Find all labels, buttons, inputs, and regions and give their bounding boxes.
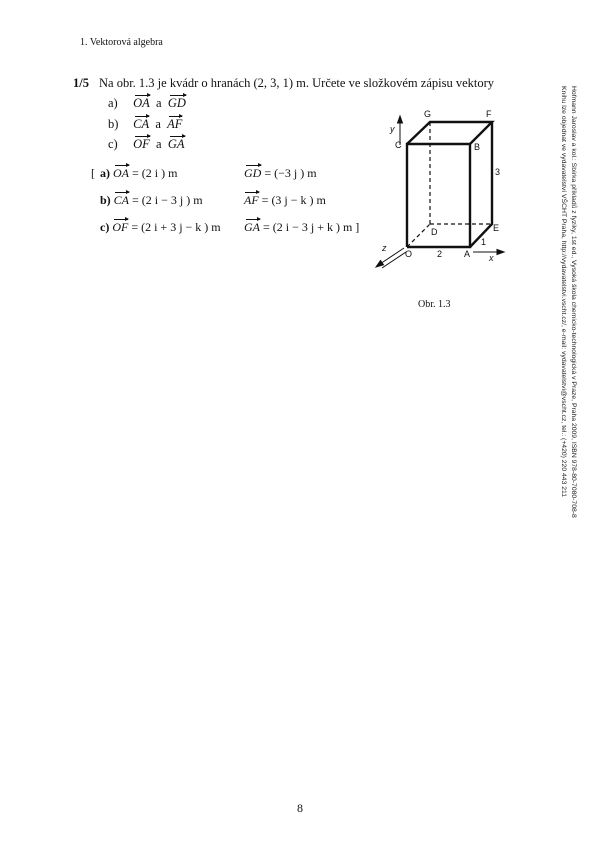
vector-name: GD bbox=[244, 166, 262, 180]
cuboid-figure bbox=[360, 102, 520, 272]
z-axis-arrow-icon bbox=[376, 261, 384, 268]
vector-name: AF bbox=[244, 193, 259, 207]
answer-row-b-right bbox=[244, 193, 326, 208]
vector-expression: = (3 j − k ) m bbox=[258, 193, 326, 207]
dimension-width-label: 2 bbox=[437, 249, 443, 259]
vector-expression: = (2 i + 3 j − k ) m bbox=[128, 220, 221, 234]
answer-row-c-right bbox=[244, 220, 359, 235]
side-note bbox=[558, 86, 578, 586]
axis-label-x: x bbox=[489, 253, 494, 263]
subquestion-a bbox=[108, 96, 186, 111]
vector-name: AF bbox=[167, 117, 183, 131]
vector-expression: = (2 i ) m bbox=[129, 166, 178, 180]
vector-expression: = (2 i − 3 j + k ) m bbox=[260, 220, 353, 234]
vertex-label-O: O bbox=[405, 249, 413, 259]
answer-label: a) bbox=[100, 166, 110, 180]
answer-open-bracket: [ bbox=[91, 166, 95, 180]
cuboid-hidden-edges bbox=[407, 122, 492, 247]
vector-name: GA bbox=[167, 137, 185, 151]
vector-name: OF bbox=[112, 220, 129, 234]
vertex-label-B: B bbox=[474, 142, 481, 152]
vector-name: CA bbox=[133, 117, 150, 131]
answer-row-c-left bbox=[100, 220, 221, 235]
page-number: 8 bbox=[297, 801, 303, 815]
answer-row-a-right bbox=[244, 166, 317, 181]
figure-caption: Obr. 1.3 bbox=[418, 299, 451, 310]
answer-close-bracket: ] bbox=[355, 220, 360, 234]
subquestion-label: c) bbox=[108, 137, 118, 151]
problem-number: 1/5 bbox=[73, 76, 89, 90]
vertex-label-A: A bbox=[464, 249, 471, 259]
vertex-label-C: C bbox=[395, 140, 402, 150]
answer-row-b-left bbox=[100, 193, 203, 208]
vertex-label-D: D bbox=[431, 227, 438, 237]
vector-expression: = (2 i − 3 j ) m bbox=[129, 193, 203, 207]
vector-name: OF bbox=[133, 137, 150, 151]
conjunction: a bbox=[156, 96, 162, 110]
vector-name: CA bbox=[113, 193, 130, 207]
vector-name: OA bbox=[113, 166, 129, 180]
vector-expression: = (−3 j ) m bbox=[261, 166, 317, 180]
x-axis-arrow-icon bbox=[497, 250, 504, 255]
axis-label-y: y bbox=[390, 124, 395, 134]
axis-label-z: z bbox=[382, 243, 387, 253]
conjunction: a bbox=[155, 117, 161, 131]
answer-label: c) bbox=[100, 220, 110, 234]
dimension-height-label: 3 bbox=[495, 167, 501, 177]
side-note-line: Hofmann Jaroslav a kol.: Sbírka příkladů z fyziky, 1st ed., Vysoká škola chemicko-technologická v Praze, Praha 2009, ISBN 978-80-7080-708-8 bbox=[570, 86, 577, 518]
vertex-label-E: E bbox=[493, 223, 500, 233]
vector-name: GD bbox=[167, 96, 186, 110]
conjunction: a bbox=[156, 137, 162, 151]
subquestion-c bbox=[108, 137, 185, 152]
subquestion-label: b) bbox=[108, 117, 119, 131]
running-header: 1. Vektorová algebra bbox=[80, 37, 163, 48]
subquestion-label: a) bbox=[108, 96, 118, 110]
vertex-label-G: G bbox=[424, 109, 432, 119]
side-note-line: Knihu lze objednat ve vydavatelství VŠCHT Praha, http://vydavatelstvi.vscht.cz/, e-mail: vydavatelstvi@vscht.cz, tel.: (+420) 220 443 211 bbox=[560, 86, 567, 498]
vector-name: OA bbox=[133, 96, 150, 110]
cuboid-solid-edges bbox=[407, 122, 492, 247]
y-axis-arrow-icon bbox=[398, 116, 403, 123]
vertex-label-F: F bbox=[486, 109, 492, 119]
subquestion-b bbox=[108, 117, 182, 132]
answer-label: b) bbox=[100, 193, 111, 207]
answer-row-a-left bbox=[100, 166, 177, 181]
vector-name: GA bbox=[244, 220, 260, 234]
dimension-depth-label: 1 bbox=[481, 237, 487, 247]
problem-statement: Na obr. 1.3 je kvádr o hranách (2, 3, 1) m. Určete ve složkovém zápisu vektory bbox=[99, 76, 495, 90]
